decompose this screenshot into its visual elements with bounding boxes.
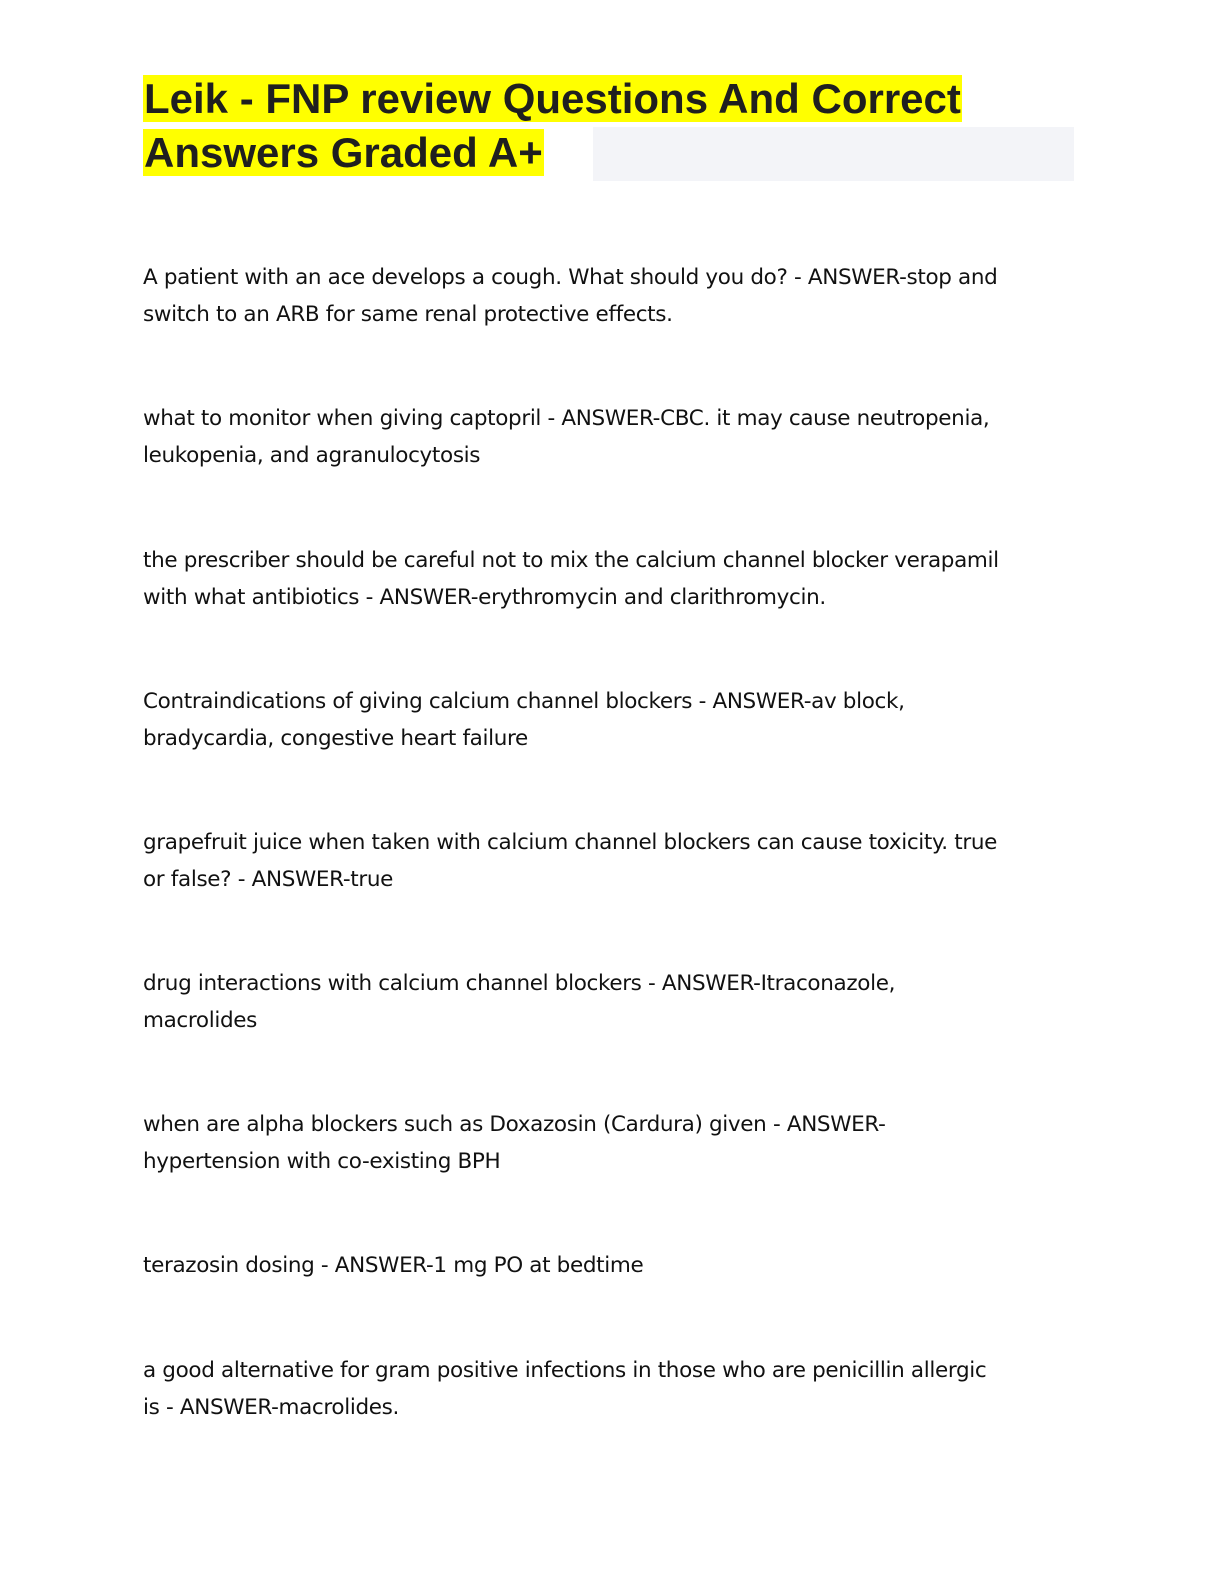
qa-item-ace-cough bbox=[143, 259, 1073, 333]
qa-line: grapefruit juice when taken with calcium channel blockers can cause toxicity. true bbox=[143, 830, 997, 855]
title-line-2 bbox=[143, 126, 544, 180]
qa-item-terazosin-dosing bbox=[143, 1247, 1073, 1284]
qa-item-penicillin-alternative bbox=[143, 1352, 1073, 1426]
qa-line: a good alternative for gram positive infections in those who are penicillin allergic bbox=[143, 1358, 987, 1383]
qa-line: bradycardia, congestive heart failure bbox=[143, 726, 528, 751]
qa-item-verapamil-antibiotics bbox=[143, 542, 1073, 616]
qa-line: hypertension with co-existing BPH bbox=[143, 1149, 501, 1174]
title-line-1-text: Leik - FNP review Questions And Correct bbox=[144, 75, 961, 122]
title-line-1 bbox=[143, 72, 962, 126]
document-title bbox=[143, 72, 1074, 181]
qa-line: drug interactions with calcium channel blockers - ANSWER-Itraconazole, bbox=[143, 971, 896, 996]
qa-item-alpha-blockers bbox=[143, 1106, 1073, 1180]
qa-item-ccb-contraindications bbox=[143, 683, 1073, 757]
qa-line: what to monitor when giving captopril - ANSWER-CBC. it may cause neutropenia, bbox=[143, 406, 990, 431]
qa-line: terazosin dosing - ANSWER-1 mg PO at bedtime bbox=[143, 1253, 644, 1278]
qa-line: A patient with an ace develops a cough. What should you do? - ANSWER-stop and bbox=[143, 265, 998, 290]
qa-line: or false? - ANSWER-true bbox=[143, 867, 393, 892]
qa-line: the prescriber should be careful not to mix the calcium channel blocker verapamil bbox=[143, 548, 999, 573]
qa-line: when are alpha blockers such as Doxazosin (Cardura) given - ANSWER- bbox=[143, 1112, 886, 1137]
qa-line: leukopenia, and agranulocytosis bbox=[143, 443, 481, 468]
qa-item-captopril-monitoring bbox=[143, 400, 1073, 474]
qa-line: is - ANSWER-macrolides. bbox=[143, 1395, 399, 1420]
qa-line: with what antibiotics - ANSWER-erythromycin and clarithromycin. bbox=[143, 585, 826, 610]
title-line-2-text: Answers Graded A+ bbox=[144, 129, 543, 176]
title-background-shade bbox=[593, 127, 1074, 181]
qa-line: macrolides bbox=[143, 1008, 257, 1033]
qa-line: Contraindications of giving calcium channel blockers - ANSWER-av block, bbox=[143, 689, 905, 714]
qa-line: switch to an ARB for same renal protective effects. bbox=[143, 302, 673, 327]
qa-item-grapefruit-toxicity bbox=[143, 824, 1073, 898]
qa-item-ccb-interactions bbox=[143, 965, 1073, 1039]
